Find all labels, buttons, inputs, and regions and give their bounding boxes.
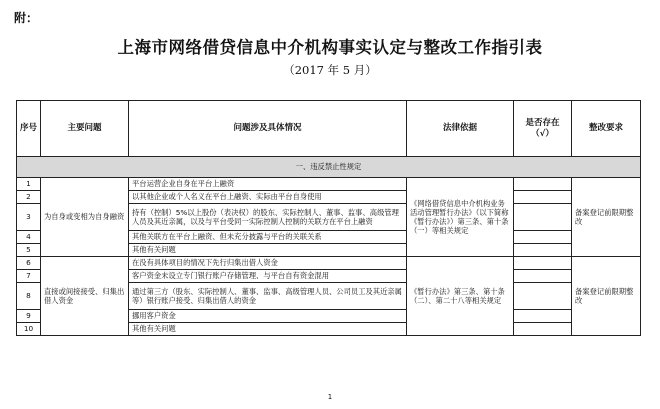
issue-category: 直接或间接接受、归集出借人资金 (41, 257, 129, 336)
issue-detail: 其他关联方在平台上融资、但未充分披露与平台的关联关系 (129, 231, 407, 244)
rectify-requirement: 备案登记前限期整改 (572, 178, 641, 257)
row-number: 1 (17, 178, 41, 191)
table-row (17, 178, 641, 191)
row-number: 9 (17, 310, 41, 323)
section-title: 一、违反禁止性规定 (17, 157, 641, 178)
issue-category: 为自身或变相为自身融资 (41, 178, 129, 257)
row-number: 8 (17, 283, 41, 310)
issue-detail: 持有（控制）5%以上股份（表决权）的股东、实际控制人、董事、监事、高级管理人员及其近亲属，以及与平台受同一实际控制人控制的关联方在平台上融资 (129, 204, 407, 231)
issue-detail: 平台运营企业自身在平台上融资 (129, 178, 407, 191)
row-number: 10 (17, 323, 41, 336)
exists-checkbox-cell[interactable] (514, 244, 572, 257)
row-number: 6 (17, 257, 41, 270)
header-main-issue: 主要问题 (41, 101, 129, 157)
legal-basis: 《暂行办法》第三条、第十条（二）、第二十八等相关规定 (407, 257, 514, 336)
section-row (17, 157, 641, 178)
header-exists: 是否存在（√） (514, 101, 572, 157)
header-law: 法律依据 (407, 101, 514, 157)
guideline-table (16, 100, 641, 336)
exists-checkbox-cell[interactable] (514, 231, 572, 244)
issue-detail: 以其他企业或个人名义在平台上融资、实际由平台自身使用 (129, 191, 407, 204)
exists-checkbox-cell[interactable] (514, 270, 572, 283)
table-header-row (17, 101, 641, 157)
row-number: 5 (17, 244, 41, 257)
issue-detail: 在没有具体项目的情况下先行归集出借人资金 (129, 257, 407, 270)
header-seq: 序号 (17, 101, 41, 157)
exists-checkbox-cell[interactable] (514, 178, 572, 191)
exists-checkbox-cell[interactable] (514, 283, 572, 310)
header-rectify: 整改要求 (572, 101, 641, 157)
exists-checkbox-cell[interactable] (514, 204, 572, 231)
issue-detail: 客户资金未设立专门银行账户存储管理、与平台自有资金混用 (129, 270, 407, 283)
header-details: 问题涉及具体情况 (129, 101, 407, 157)
exists-checkbox-cell[interactable] (514, 191, 572, 204)
document-date: （2017 年 5 月） (283, 63, 377, 77)
issue-detail: 其他有关问题 (129, 323, 407, 336)
row-number: 7 (17, 270, 41, 283)
exists-checkbox-cell[interactable] (514, 323, 572, 336)
rectify-requirement: 备案登记前限期整改 (572, 257, 641, 336)
issue-detail: 通过第三方（股东、实际控制人、董事、监事、高级管理人员、公司员工及其近亲属等）银行账户接受、归集出借人的资金 (129, 283, 407, 310)
legal-basis: 《网络借贷信息中介机构业务活动管理暂行办法》（以下简称《暂行办法》）第三条、第十条（一）等相关规定 (407, 178, 514, 257)
attachment-label: 附： (14, 11, 39, 25)
row-number: 4 (17, 231, 41, 244)
document-title: 上海市网络借贷信息中介机构事实认定与整改工作指引表 (117, 38, 543, 57)
exists-checkbox-cell[interactable] (514, 257, 572, 270)
issue-detail: 其他有关问题 (129, 244, 407, 257)
page-number: 1 (327, 393, 333, 401)
row-number: 3 (17, 204, 41, 231)
row-number: 2 (17, 191, 41, 204)
issue-detail: 挪用客户资金 (129, 310, 407, 323)
table-row (17, 257, 641, 270)
exists-checkbox-cell[interactable] (514, 310, 572, 323)
